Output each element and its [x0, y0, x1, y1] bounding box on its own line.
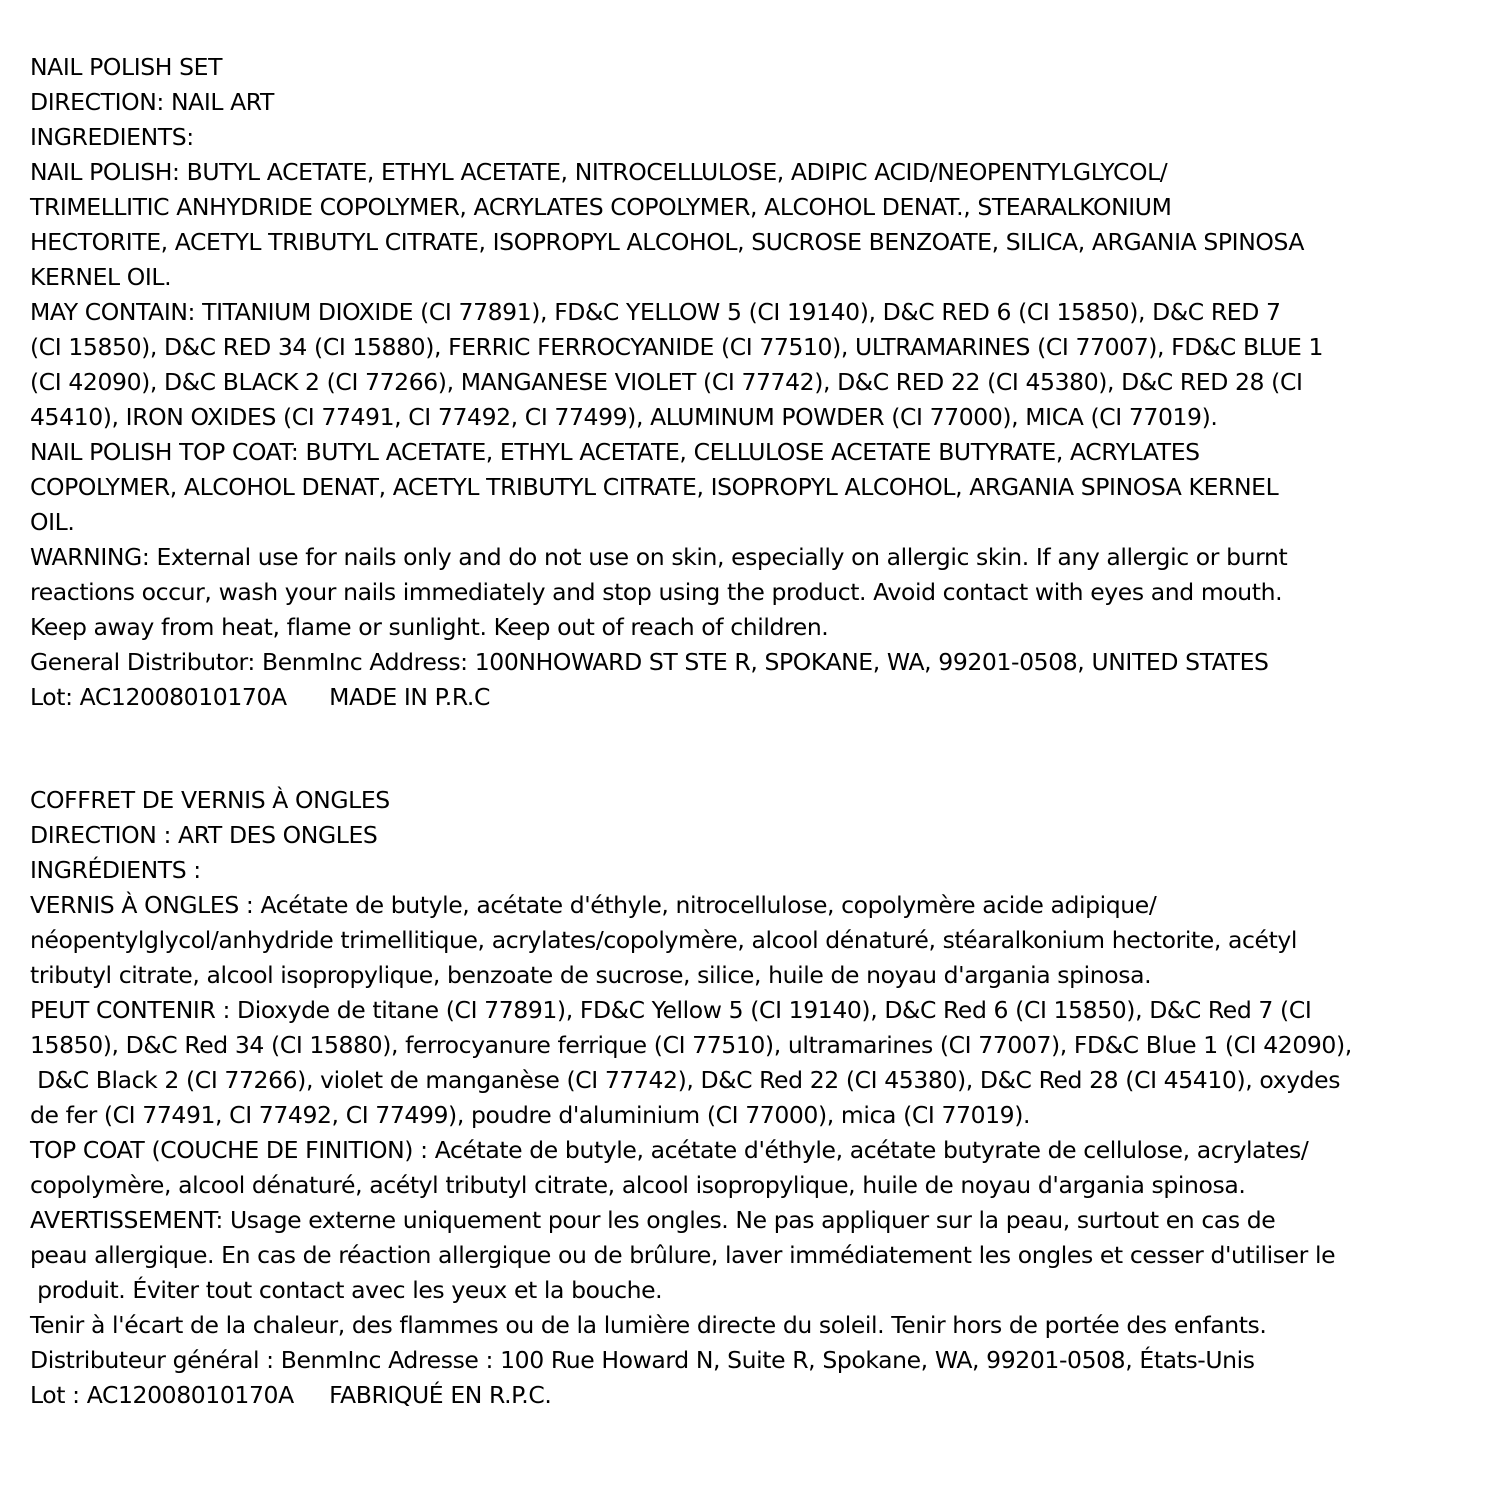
- distributor-line: General Distributor: BenmInc Address: 100NHOWARD ST STE R, SPOKANE, WA, 99201-0508, UNITED STATES: [30, 648, 1269, 676]
- may-contain-line: 15850), D&C Red 34 (CI 15880), ferrocyanure ferrique (CI 77510), ultramarines (CI 77007), FD&C Blue 1 (CI 42090),: [30, 1031, 1352, 1059]
- ingredients-heading: INGRÉDIENTS :: [30, 856, 201, 884]
- warning-line: Tenir à l'écart de la chaleur, des flammes ou de la lumière directe du soleil. Tenir hors de portée des enfants.: [30, 1311, 1267, 1339]
- distributor-line: Distributeur général : BenmInc Adresse : 100 Rue Howard N, Suite R, Spokane, WA, 99201-0508, États-Unis: [30, 1346, 1255, 1374]
- nail-polish-ingredients-line: VERNIS À ONGLES : Acétate de butyle, acétate d'éthyle, nitrocellulose, copolymère acide adipique/: [30, 891, 1157, 919]
- top-coat-line: COPOLYMER, ALCOHOL DENAT, ACETYL TRIBUTYL CITRATE, ISOPROPYL ALCOHOL, ARGANIA SPINOSA KERNEL: [30, 473, 1279, 501]
- warning-line: produit. Éviter tout contact avec les yeux et la bouche.: [30, 1276, 663, 1304]
- ingredients-heading: INGREDIENTS:: [30, 123, 194, 151]
- top-coat-line: TOP COAT (COUCHE DE FINITION) : Acétate de butyle, acétate d'éthyle, acétate butyrate de cellulose, acrylates/: [30, 1136, 1309, 1164]
- may-contain-line: D&C Black 2 (CI 77266), violet de manganèse (CI 77742), D&C Red 22 (CI 45380), D&C Red 28 (CI 45410), oxydes: [30, 1066, 1341, 1094]
- top-coat-line: OIL.: [30, 508, 75, 536]
- top-coat-line: NAIL POLISH TOP COAT: BUTYL ACETATE, ETHYL ACETATE, CELLULOSE ACETATE BUTYRATE, ACRYLATES: [30, 438, 1200, 466]
- warning-line: AVERTISSEMENT: Usage externe uniquement pour les ongles. Ne pas appliquer sur la peau, surtout en cas de: [30, 1206, 1276, 1234]
- direction-line: DIRECTION : ART DES ONGLES: [30, 821, 378, 849]
- lot-line: Lot : AC12008010170A FABRIQUÉ EN R.P.C.: [30, 1381, 552, 1409]
- nail-polish-ingredients-line: NAIL POLISH: BUTYL ACETATE, ETHYL ACETATE, NITROCELLULOSE, ADIPIC ACID/NEOPENTYLGLYCOL/: [30, 158, 1168, 186]
- warning-line: WARNING: External use for nails only and do not use on skin, especially on allergic skin. If any allergic or burnt: [30, 543, 1288, 571]
- may-contain-line: (CI 42090), D&C BLACK 2 (CI 77266), MANGANESE VIOLET (CI 77742), D&C RED 22 (CI 45380), D&C RED 28 (CI: [30, 368, 1303, 396]
- label-title: COFFRET DE VERNIS À ONGLES: [30, 786, 390, 814]
- nail-polish-ingredients-line: TRIMELLITIC ANHYDRIDE COPOLYMER, ACRYLATES COPOLYMER, ALCOHOL DENAT., STEARALKONIUM: [30, 193, 1172, 221]
- warning-line: Keep away from heat, flame or sunlight. Keep out of reach of children.: [30, 613, 829, 641]
- may-contain-line: 45410), IRON OXIDES (CI 77491, CI 77492, CI 77499), ALUMINUM POWDER (CI 77000), MICA (CI 77019).: [30, 403, 1218, 431]
- label-title: NAIL POLISH SET: [30, 53, 223, 81]
- may-contain-line: PEUT CONTENIR : Dioxyde de titane (CI 77891), FD&C Yellow 5 (CI 19140), D&C Red 6 (CI 15850), D&C Red 7 (CI: [30, 996, 1312, 1024]
- french-label-section: [30, 783, 1490, 1413]
- lot-line: Lot: AC12008010170A MADE IN P.R.C: [30, 683, 490, 711]
- may-contain-line: de fer (CI 77491, CI 77492, CI 77499), poudre d'aluminium (CI 77000), mica (CI 77019).: [30, 1101, 1031, 1129]
- nail-polish-ingredients-line: néopentylglycol/anhydride trimellitique, acrylates/copolymère, alcool dénaturé, stéaralkonium hectorite, acétyl: [30, 926, 1298, 954]
- top-coat-line: copolymère, alcool dénaturé, acétyl tributyl citrate, alcool isopropylique, huile de noyau d'argania spinosa.: [30, 1171, 1246, 1199]
- nail-polish-ingredients-line: HECTORITE, ACETYL TRIBUTYL CITRATE, ISOPROPYL ALCOHOL, SUCROSE BENZOATE, SILICA, ARGANIA SPINOSA: [30, 228, 1305, 256]
- warning-line: reactions occur, wash your nails immediately and stop using the product. Avoid contact with eyes and mouth.: [30, 578, 1283, 606]
- warning-line: peau allergique. En cas de réaction allergique ou de brûlure, laver immédiatement les ongles et cesser d'utiliser le: [30, 1241, 1336, 1269]
- may-contain-line: MAY CONTAIN: TITANIUM DIOXIDE (CI 77891), FD&C YELLOW 5 (CI 19140), D&C RED 6 (CI 15850), D&C RED 7: [30, 298, 1281, 326]
- english-label-section: [30, 50, 1490, 715]
- may-contain-line: (CI 15850), D&C RED 34 (CI 15880), FERRIC FERROCYANIDE (CI 77510), ULTRAMARINES (CI 77007), FD&C BLUE 1: [30, 333, 1324, 361]
- direction-line: DIRECTION: NAIL ART: [30, 88, 274, 116]
- nail-polish-ingredients-line: tributyl citrate, alcool isopropylique, benzoate de sucrose, silice, huile de noyau d'argania spinosa.: [30, 961, 1152, 989]
- nail-polish-ingredients-line: KERNEL OIL.: [30, 263, 172, 291]
